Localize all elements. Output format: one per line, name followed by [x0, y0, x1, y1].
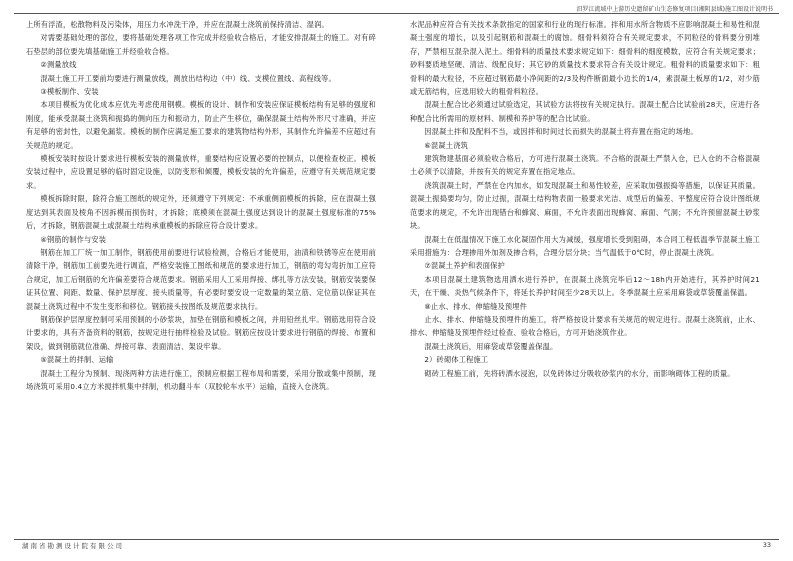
body-paragraph: 混凝土配合比必须通过试验选定，其试验方法将按有关规定执行。混凝土配合比试验前28天，应进行各种配合比所需用的原材料、制模和养护等的配合比试验。	[410, 100, 760, 123]
body-paragraph: 对需要基础处理的部位，要将基础处理各项工作完成并经验收合格后，才能安排混凝土的施工。对有碎石垫层的部位要先填基础施工并经验收合格。	[26, 33, 376, 56]
body-paragraph: 上所有浮渣，松散物料及污染体，用压力水冲洗干净，并应在混凝土浇筑前保持清洁、湿润。	[26, 20, 329, 29]
body-paragraph: 止水、排水、伸缩缝及预埋件的施工，将严格按设计要求有关规范的规定进行。混凝土浇筑前，止水、排水、伸缩缝及预埋件经过检查、验收合格后，方可开始浇筑作业。	[410, 314, 760, 338]
section-heading: ③模板制作、安装	[40, 87, 99, 97]
page-number: 33	[762, 541, 771, 549]
body-paragraph: 钢筋保护层厚度控制可采用预制的小砂浆块，加垫在钢筋和模板之间，并用铅丝扎牢。钢筋选用符合设计要求的，具有齐备资料的钢筋，按规定进行抽样检验及试验。钢筋应按设计要求进行钢筋的焊接、布置和架设，做到钢筋就位准确、焊接可靠、表面清洁、架设牢靠。	[26, 314, 376, 351]
section-heading: ②测量放线	[40, 60, 77, 70]
section-heading: ⑤混凝土的拌制、运输	[40, 355, 114, 365]
right-text-column	[410, 18, 760, 536]
body-paragraph: 模板拆除时限，除符合施工图纸的规定外，还须遵守下列规定：不承重侧面模板的拆除，应在混凝土强度达到其表面及棱角不因拆模而损伤时，才拆除；底模须在混凝土强度达到设计的混凝土强度标准的75%后，才拆除，钢筋混凝土或混凝土结构承重模板的拆除应符合设计要求。	[26, 194, 376, 231]
body-paragraph: 混凝土浇筑后，用麻袋或草袋覆盖保温。	[424, 341, 558, 351]
body-paragraph: 混凝土施工开工要前均要进行测量放线，测放出结构边（中）线、支模位置线、高程线等。	[40, 73, 336, 83]
section-heading: ④钢筋的制作与安装	[40, 234, 107, 244]
section-heading: ⑦混凝土养护和表面保护	[424, 261, 505, 271]
body-paragraph: 水泥品种应符合有关技术条款指定的国家和行业的现行标准。拌和用水所含物质不应影响混凝土和易性和混凝土强度的增长，以及引起钢筋和混凝土的腐蚀。细骨料须符合有关规定要求，不同粒径的骨料要分别堆存，严禁相互混杂混入泥土。细骨料的质量技术要求规定如下：细骨料的细度模数，应符合有关规定要求；砂料要质地坚硬、清洁、级配良好；其它砂的质量技术要求符合有关设计规定。粗骨料的质量要求如下：粗骨料的最大粒径，不应超过钢筋最小净间距的2/3及构件断面最小边长的1/4，素混凝土板厚的1/2，对少筋或无筋结构，应选用较大的粗骨料粒径。	[410, 20, 760, 97]
section-heading: 2）砖砌体工程施工	[424, 355, 489, 365]
body-paragraph: 钢筋在加工厂统一加工制作，钢筋使用前要进行试验检测，合格后才能使用，油渍和铁锈等应在使用前清除干净，钢筋加工前要先进行调直，严格安装施工图纸和规范的要求进行加工，钢筋的弯勾弯折加工应符合规定，加工后钢筋的允许偏差要符合规范要求。钢筋采用人工采用焊接、绑扎等方法安装，钢筋安装要保证其位置、间距、数量、保护层厚度、接头质量等，有必要时要安设一定数量的架立筋、定位筋以保证其在混凝土浇筑过程中不发生变形和移位。钢筋接头按图纸及规范要求执行。	[26, 247, 376, 311]
footer-rule	[14, 539, 779, 540]
section-heading: ⑧止水、排水、伸缩缝及预埋件	[424, 301, 528, 311]
body-paragraph: 浇筑混凝土时，严禁在仓内加水，如发现混凝土和易性较差，应采取加强振捣等措施，以保证其质量。混凝土振捣要均匀，防止过振，混凝土结构物表面一般要求光洁、成型后的偏差、平整度应符合设计图纸规范要求的规定，不允许出现错台和蜂窝、麻面，不允许表面出现蜂窝、麻面、气洞；不允许预留混凝土砂浆块。	[410, 180, 760, 231]
page-header-title: 汨罗江流域中上游历史遗留矿山生态修复项目(湘阴县域)施工图设计说明书	[576, 6, 773, 13]
body-paragraph: 模板安装时按设计要求进行模板安装的测量放样，重要结构应设置必要的控制点，以便检查校正。模板安装过程中，应设置足够的临时固定设施，以防变形和倾覆，模板安装的允许偏差，应遵守有关规范规定要求。	[26, 154, 376, 190]
body-paragraph: 本项目混凝土建筑物选用洒水进行养护，在混凝土浇筑完毕后12～18h内开始进行，其养护时间21天，在干燥、炎热气候条件下，将延长养护时间至少28天以上。冬季混凝土应采用麻袋或草袋覆盖保温。	[410, 274, 760, 298]
body-paragraph: 混凝土工程分为预制、现浇两种方法进行施工，预制应根据工程布局和需要，采用分散或集中预制，现场浇筑可采用0.4立方米搅拌机集中拌制，机动翻斗车（双胶轮车水平）运输，直接入仓浇筑。	[26, 368, 376, 391]
header-rule	[14, 13, 779, 14]
body-paragraph: 建筑物建基面必须验收合格后，方可进行混凝土浇筑。不合格的混凝土严禁入仓，已入仓的不合格混凝土必须予以清除，并按有关的规定弃置在指定地点。	[410, 154, 760, 177]
body-paragraph: 因混凝土拌和及配料不当，或因拌和时间过长而损失的混凝土将弃置在指定的场地。	[424, 127, 698, 137]
body-paragraph: 本项目模板为优化成本应优先考虑使用钢模。模板的设计、制作和安装应保证模板结构有足够的强度和刚度，能承受混凝土浇筑和振捣的侧向压力和振动力，防止产生移位，确保混凝土结构外形尺寸准确，并应有足够的密封性，以避免漏浆。模板的制作应满足施工要求的建筑物结构外形，其制作允许偏差不应超过有关规范的规定。	[26, 100, 376, 150]
left-text-column	[26, 18, 376, 536]
body-paragraph: 砌砖工程施工前，先将砖洒水浸泡，以免砖体过分吸收砂浆内的水分，而影响砌体工程的质量。	[424, 368, 735, 378]
footer-company-name: 湖南省勘测设计院有限公司	[22, 542, 124, 550]
body-paragraph: 混凝土在低温情况下施工水化凝固作用大为减缓，强度增长受到阻碍，本合同工程低温季节混凝土施工采用措施为：合理掺用外加剂及掺合料，合理分层分块；当气温低于0℃时，停止混凝土浇筑。	[410, 234, 760, 257]
section-heading: ⑥混凝土浇筑	[424, 140, 468, 150]
